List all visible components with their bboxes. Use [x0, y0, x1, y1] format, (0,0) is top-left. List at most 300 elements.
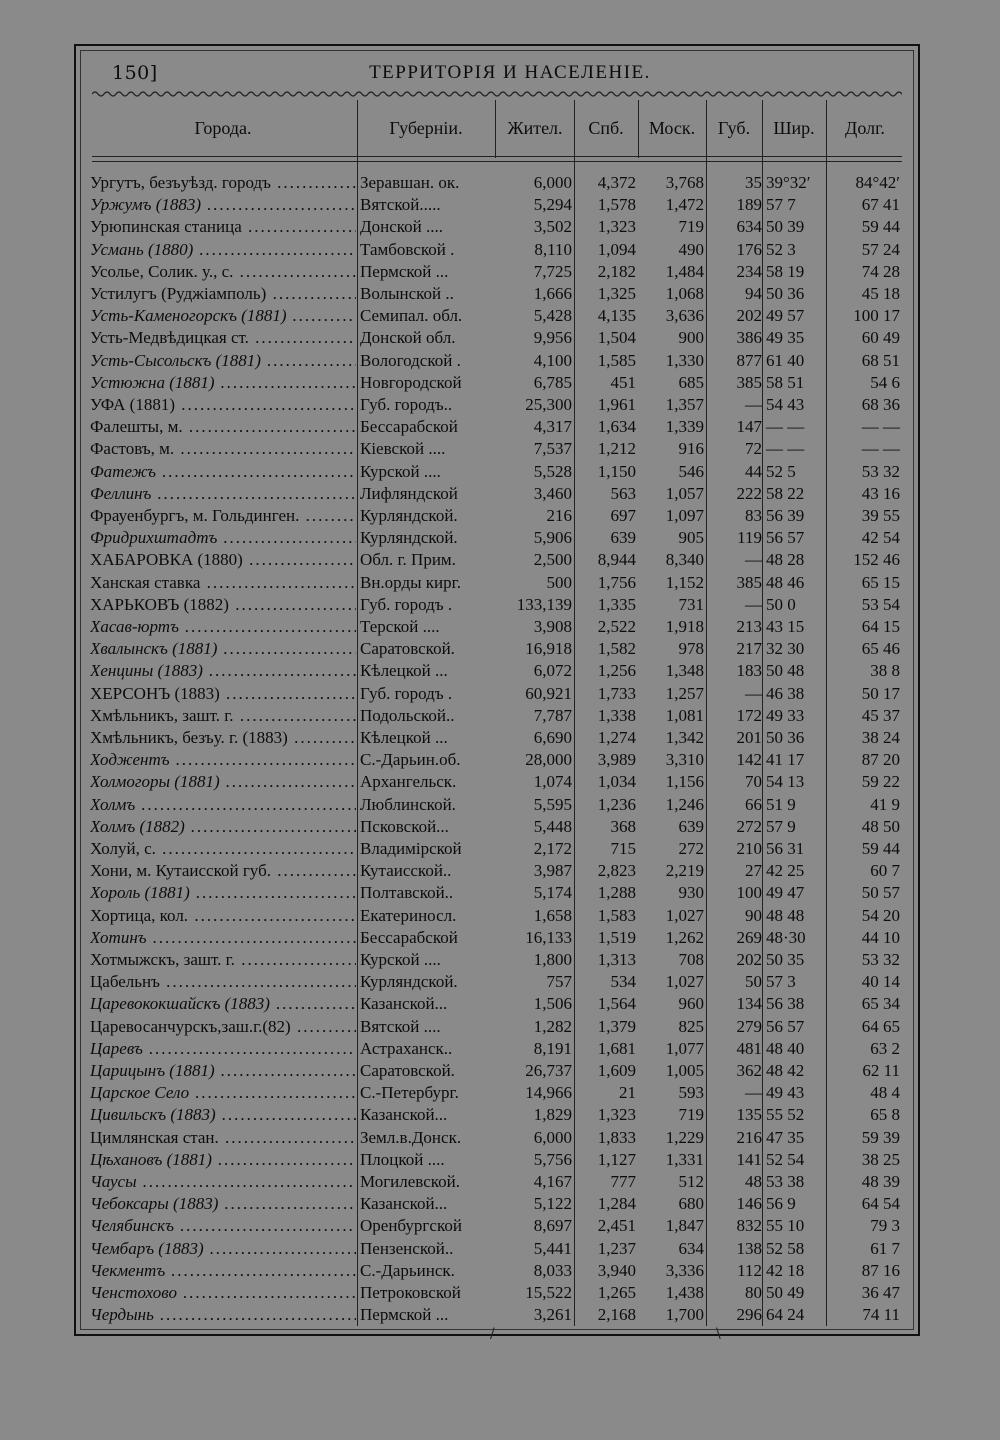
- cell-gubernia: С.-Дарьинск.: [360, 1260, 455, 1280]
- cell-longitude: 54 6: [870, 372, 900, 392]
- cell-gub: 134: [736, 994, 762, 1014]
- cell-city: Царское Село .....: [90, 1082, 356, 1104]
- cell-gub: 222: [736, 483, 762, 503]
- cell-longitude: 45 18: [861, 284, 900, 303]
- table-row: [0, 572, 1000, 594]
- cell-population: 5,441: [533, 1238, 572, 1258]
- table-row: [0, 527, 1000, 549]
- cell-gubernia: Кіевской ....: [360, 439, 446, 459]
- decorative-wave-rule: [92, 88, 902, 100]
- cell-latitude: 56 31: [766, 839, 805, 858]
- cell-gubernia: Терской ....: [360, 617, 440, 636]
- table-row: [0, 993, 1000, 1015]
- cell-longitude: — —: [861, 417, 900, 437]
- cell-latitude: 56 57: [766, 1016, 805, 1036]
- cell-moscow: 1,847: [665, 1216, 704, 1236]
- cell-moscow: 719: [678, 217, 704, 237]
- cell-population: 5,122: [533, 1194, 572, 1214]
- cell-gubernia: Саратовской.: [360, 639, 455, 659]
- cell-population: 9,956: [533, 328, 572, 348]
- cell-gub: 832: [736, 1216, 762, 1236]
- cell-latitude: 57 7: [766, 195, 796, 215]
- cell-city: Чекментъ .....: [90, 1260, 356, 1282]
- cell-spb: 2,522: [597, 617, 636, 636]
- cell-latitude: 52 58: [766, 1238, 805, 1258]
- cell-moscow: 1,156: [665, 772, 704, 792]
- cell-longitude: 64 65: [861, 1016, 900, 1036]
- cell-gubernia: Тамбовской .: [360, 239, 455, 259]
- cell-spb: 3,940: [597, 1260, 636, 1280]
- cell-longitude: 48 50: [861, 816, 900, 836]
- cell-latitude: 49 33: [766, 705, 805, 725]
- cell-moscow: 1,027: [665, 972, 704, 992]
- table-row: [0, 1304, 1000, 1326]
- table-row: [0, 350, 1000, 372]
- cell-gub: 119: [737, 528, 762, 548]
- cell-city: Царицынъ (1881) .....: [90, 1060, 356, 1082]
- cell-population: 14,966: [525, 1083, 572, 1103]
- cell-gub: 100: [736, 883, 762, 903]
- cell-gubernia: Пермской ...: [360, 1305, 449, 1325]
- cell-city: Царевосанчурскъ,заш.г.(82) .....: [90, 1016, 356, 1038]
- cell-city: Ходжентъ .....: [90, 749, 356, 771]
- table-row: [0, 483, 1000, 505]
- table-row: [0, 1149, 1000, 1171]
- cell-gubernia: Новгородской: [360, 372, 462, 392]
- cell-spb: 697: [610, 506, 636, 525]
- cell-latitude: — —: [766, 439, 805, 459]
- cell-spb: 1,313: [597, 950, 636, 969]
- cell-spb: 451: [610, 372, 636, 392]
- cell-gubernia: Кѣлецкой ...: [360, 728, 448, 747]
- cell-longitude: 74 11: [862, 1305, 900, 1325]
- cell-spb: 1,034: [597, 772, 636, 792]
- cell-city: Чебоксары (1883) .....: [90, 1193, 356, 1215]
- cell-city: Челябинскъ .....: [90, 1215, 356, 1237]
- table-row: [0, 971, 1000, 993]
- cell-latitude: 48·30: [766, 927, 806, 947]
- cell-longitude: 62 11: [862, 1061, 900, 1080]
- cell-gubernia: Губ. городъ .: [360, 683, 453, 703]
- cell-longitude: 53 54: [861, 594, 900, 614]
- cell-population: 5,906: [533, 528, 572, 548]
- table-row: [0, 1193, 1000, 1215]
- cell-spb: 1,236: [597, 794, 636, 814]
- cell-moscow: 1,152: [665, 572, 704, 592]
- cell-population: 5,428: [533, 306, 572, 326]
- cell-gubernia: С.-Дарьин.об.: [360, 750, 461, 770]
- cell-population: 28,000: [525, 750, 572, 770]
- cell-population: 8,110: [534, 239, 572, 259]
- cell-population: 1,800: [533, 950, 572, 969]
- cell-city: Усть-Каменогорскъ (1881) .....: [90, 305, 356, 327]
- cell-moscow: 1,257: [665, 683, 704, 703]
- cell-population: 25,300: [525, 395, 572, 414]
- cell-latitude: 64 24: [766, 1305, 805, 1325]
- cell-gubernia: Екатериносл.: [360, 905, 457, 925]
- header-spb: Спб.: [588, 118, 624, 138]
- table-row: [0, 771, 1000, 793]
- table-row: [0, 1082, 1000, 1104]
- cell-gubernia: Курляндской.: [360, 506, 458, 525]
- cell-longitude: 65 46: [861, 639, 900, 659]
- cell-longitude: 53 32: [861, 461, 900, 481]
- cell-gub: 234: [736, 261, 762, 281]
- cell-city: Фатежъ .....: [90, 461, 356, 483]
- table-row: [0, 1127, 1000, 1149]
- cell-moscow: 3,336: [665, 1260, 704, 1280]
- cell-spb: 1,564: [597, 994, 636, 1014]
- cell-moscow: 1,027: [665, 905, 704, 925]
- cell-gubernia: Губ. городъ..: [360, 395, 453, 414]
- cell-population: 5,448: [533, 816, 572, 836]
- cell-city: Чаусы .....: [90, 1171, 356, 1193]
- table-row: [0, 683, 1000, 705]
- cell-city: Усть-Сысольскъ (1881) .....: [90, 350, 356, 372]
- table-row: [0, 1038, 1000, 1060]
- cell-spb: 1,582: [597, 639, 636, 659]
- cell-gub: 138: [736, 1238, 762, 1258]
- cell-spb: 4,135: [597, 306, 636, 326]
- cell-gub: 176: [736, 239, 762, 259]
- header-moscow: Моск.: [648, 118, 696, 138]
- cell-latitude: 50 49: [766, 1283, 805, 1302]
- cell-gubernia: Плоцкой ....: [360, 1149, 445, 1169]
- cell-longitude: 36 47: [861, 1283, 900, 1302]
- cell-gub: 183: [736, 661, 762, 681]
- cell-population: 16,133: [525, 927, 572, 947]
- cell-longitude: 87 16: [861, 1260, 900, 1280]
- cell-spb: 1,504: [597, 328, 636, 348]
- header-rule-top: [92, 156, 902, 157]
- cell-longitude: 59 39: [861, 1127, 900, 1147]
- cell-spb: 1,323: [597, 217, 636, 237]
- cell-city: Хвалынскъ (1881) .....: [90, 638, 356, 660]
- cell-spb: 1,127: [597, 1149, 636, 1169]
- cell-longitude: 152 46: [853, 550, 900, 570]
- print-mark: \: [716, 1326, 721, 1342]
- cell-longitude: 41 9: [870, 794, 900, 814]
- cell-population: 2,172: [533, 839, 572, 858]
- table-row: [0, 239, 1000, 261]
- cell-gub: 385: [736, 572, 762, 592]
- cell-longitude: 38 24: [861, 728, 900, 747]
- table-row: [0, 327, 1000, 349]
- column-divider: [495, 100, 496, 158]
- cell-moscow: 1,348: [665, 661, 704, 681]
- table-row: [0, 461, 1000, 483]
- cell-latitude: 48 46: [766, 572, 805, 592]
- cell-gub: 279: [736, 1016, 762, 1036]
- cell-population: 15,522: [525, 1283, 572, 1302]
- cell-spb: 1,681: [597, 1038, 636, 1058]
- cell-gub: —: [745, 683, 762, 703]
- cell-city: Царевококшайскъ (1883) .....: [90, 993, 356, 1015]
- cell-gub: 210: [736, 839, 762, 858]
- cell-longitude: 48 4: [870, 1083, 900, 1103]
- cell-gubernia: Лифляндской: [360, 483, 458, 503]
- table-row: [0, 1260, 1000, 1282]
- cell-longitude: 44 10: [861, 927, 900, 947]
- cell-gubernia: Курской ....: [360, 461, 441, 481]
- cell-moscow: 1,068: [665, 284, 704, 303]
- cell-latitude: 57 9: [766, 816, 796, 836]
- table-row: [0, 705, 1000, 727]
- header-population: Жител.: [507, 118, 563, 138]
- cell-moscow: 1,700: [665, 1305, 704, 1325]
- cell-longitude: 68 36: [861, 395, 900, 414]
- cell-population: 1,074: [533, 772, 572, 792]
- cell-city: Цимлянская стан. .....: [90, 1127, 356, 1149]
- cell-gub: 146: [736, 1194, 762, 1214]
- cell-gub: 72: [745, 439, 762, 459]
- cell-moscow: 1,331: [665, 1149, 704, 1169]
- table-row: [0, 660, 1000, 682]
- cell-gub: 112: [737, 1260, 762, 1280]
- cell-moscow: 1,484: [665, 261, 704, 281]
- cell-city: Фастовъ, м. .....: [90, 438, 356, 460]
- cell-gubernia: Петроковской: [360, 1283, 461, 1302]
- cell-city: Холмъ .....: [90, 794, 356, 816]
- cell-longitude: 40 14: [861, 972, 900, 992]
- cell-moscow: 708: [678, 950, 704, 969]
- cell-gub: 201: [736, 728, 762, 747]
- cell-spb: 1,833: [597, 1127, 636, 1147]
- cell-longitude: 43 16: [861, 483, 900, 503]
- cell-moscow: 1,097: [665, 506, 704, 525]
- cell-longitude: 74 28: [861, 261, 900, 281]
- cell-longitude: 60 7: [870, 861, 900, 881]
- cell-latitude: 56 9: [766, 1194, 796, 1214]
- cell-population: 6,072: [533, 661, 572, 681]
- cell-gub: 94: [745, 284, 762, 303]
- cell-population: 1,666: [533, 284, 572, 303]
- cell-gub: 386: [736, 328, 762, 348]
- cell-longitude: 65 34: [861, 994, 900, 1014]
- cell-latitude: 48 40: [766, 1038, 805, 1058]
- cell-gubernia: Вологодской .: [360, 350, 461, 370]
- table-row: [0, 1060, 1000, 1082]
- cell-moscow: 916: [678, 439, 704, 459]
- cell-longitude: 38 8: [870, 661, 900, 681]
- cell-city: Царевъ .....: [90, 1038, 356, 1060]
- cell-moscow: 1,342: [665, 728, 704, 747]
- table-row: [0, 860, 1000, 882]
- cell-spb: 563: [610, 483, 636, 503]
- cell-moscow: 1,229: [665, 1127, 704, 1147]
- cell-spb: 1,288: [597, 883, 636, 903]
- cell-moscow: 680: [678, 1194, 704, 1214]
- table-row: [0, 1238, 1000, 1260]
- cell-city: Фалешты, м. .....: [90, 416, 356, 438]
- cell-city: Чердынь .....: [90, 1304, 356, 1326]
- table-row: [0, 394, 1000, 416]
- cell-longitude: 79 3: [870, 1216, 900, 1236]
- cell-longitude: 59 22: [861, 772, 900, 792]
- cell-gubernia: Курляндской.: [360, 528, 458, 548]
- cell-moscow: 1,339: [665, 417, 704, 437]
- cell-city: Уржумъ (1883) .....: [90, 194, 356, 216]
- cell-population: 5,294: [533, 195, 572, 215]
- cell-gub: 142: [736, 750, 762, 770]
- table-row: [0, 905, 1000, 927]
- cell-latitude: 42 25: [766, 861, 805, 881]
- header-city: Города.: [194, 118, 252, 138]
- cell-latitude: 46 38: [766, 683, 805, 703]
- table-row: [0, 816, 1000, 838]
- cell-spb: 1,212: [597, 439, 636, 459]
- cell-gubernia: Могилевской.: [360, 1172, 461, 1191]
- cell-gubernia: Донской ....: [360, 217, 443, 237]
- cell-gubernia: Казанской...: [360, 1194, 448, 1214]
- cell-population: 6,785: [533, 372, 572, 392]
- cell-gub: 135: [736, 1105, 762, 1125]
- cell-city: Хенцины (1883) .....: [90, 660, 356, 682]
- cell-spb: 1,284: [597, 1194, 636, 1214]
- table-row: [0, 749, 1000, 771]
- cell-spb: 1,150: [597, 461, 636, 481]
- cell-spb: 1,335: [597, 594, 636, 614]
- cell-population: 1,658: [533, 905, 572, 925]
- cell-city: Усолье, Солик. у., с. .....: [90, 261, 356, 283]
- cell-gub: 634: [736, 217, 762, 237]
- header-gubernia: Губерніи.: [389, 118, 463, 138]
- cell-population: 1,282: [533, 1016, 572, 1036]
- cell-spb: 1,583: [597, 905, 636, 925]
- cell-latitude: 52 54: [766, 1149, 805, 1169]
- header-rule-bottom: [92, 161, 902, 162]
- cell-latitude: 57 3: [766, 972, 796, 992]
- cell-population: 757: [546, 972, 572, 992]
- cell-gub: 48: [745, 1172, 762, 1191]
- cell-moscow: 905: [678, 528, 704, 548]
- cell-spb: 1,756: [597, 572, 636, 592]
- header-latitude: Шир.: [773, 118, 815, 138]
- cell-gubernia: Вятской ....: [360, 1016, 441, 1036]
- cell-city: Устюжна (1881) .....: [90, 372, 356, 394]
- cell-population: 3,460: [533, 483, 572, 503]
- cell-gub: 70: [745, 772, 762, 792]
- cell-latitude: 54 43: [766, 395, 805, 414]
- cell-gub: 216: [736, 1127, 762, 1147]
- cell-latitude: 52 5: [766, 461, 796, 481]
- cell-city: Холуй, с. .....: [90, 838, 356, 860]
- cell-population: 1,829: [533, 1105, 572, 1125]
- cell-gubernia: Псковской...: [360, 816, 449, 836]
- cell-spb: 1,578: [597, 195, 636, 215]
- cell-population: 133,139: [516, 594, 572, 614]
- cell-gubernia: Бессарабской: [360, 927, 458, 947]
- cell-latitude: 48 48: [766, 905, 805, 925]
- cell-spb: 1,379: [597, 1016, 636, 1036]
- cell-gubernia: Обл. г. Прим.: [360, 550, 456, 570]
- cell-spb: 1,338: [597, 705, 636, 725]
- cell-moscow: 719: [678, 1105, 704, 1125]
- cell-moscow: 512: [678, 1172, 704, 1191]
- cell-gub: 217: [736, 639, 762, 659]
- cell-gubernia: Подольской..: [360, 705, 455, 725]
- cell-gub: 213: [736, 617, 762, 636]
- cell-gubernia: Земл.в.Донск.: [360, 1127, 462, 1147]
- cell-moscow: 1,081: [665, 705, 704, 725]
- cell-city: Хасав-юртъ .....: [90, 616, 356, 638]
- cell-gubernia: Вятской.....: [360, 195, 441, 215]
- cell-latitude: 48 42: [766, 1061, 805, 1080]
- cell-gub: —: [745, 594, 762, 614]
- cell-latitude: 61 40: [766, 350, 805, 370]
- cell-moscow: 900: [678, 328, 704, 348]
- cell-latitude: 53 38: [766, 1172, 805, 1191]
- cell-gub: 202: [736, 950, 762, 969]
- cell-latitude: 50 0: [766, 594, 796, 614]
- column-divider: [638, 100, 639, 158]
- cell-latitude: 51 9: [766, 794, 796, 814]
- cell-longitude: 42 54: [861, 528, 900, 548]
- table-row: [0, 172, 1000, 194]
- cell-moscow: 3,636: [665, 306, 704, 326]
- cell-latitude: 58 22: [766, 483, 805, 503]
- cell-latitude: 56 57: [766, 528, 805, 548]
- cell-moscow: 1,438: [665, 1283, 704, 1302]
- cell-spb: 2,823: [597, 861, 636, 881]
- cell-longitude: 67 41: [861, 195, 900, 215]
- cell-moscow: 272: [678, 839, 704, 858]
- cell-latitude: 58 51: [766, 372, 805, 392]
- cell-city: Холмъ (1882) .....: [90, 816, 356, 838]
- cell-gub: 27: [745, 861, 762, 881]
- cell-population: 16,918: [525, 639, 572, 659]
- cell-spb: 1,265: [597, 1283, 636, 1302]
- table-row: [0, 838, 1000, 860]
- cell-latitude: 49 57: [766, 306, 805, 326]
- cell-longitude: — —: [861, 439, 900, 459]
- cell-spb: 21: [619, 1083, 636, 1103]
- cell-spb: 1,094: [597, 239, 636, 259]
- cell-gubernia: Архангельск.: [360, 772, 457, 792]
- cell-latitude: 49 47: [766, 883, 805, 903]
- cell-longitude: 64 54: [861, 1194, 900, 1214]
- table-row: [0, 216, 1000, 238]
- cell-population: 5,756: [533, 1149, 572, 1169]
- cell-moscow: 3,310: [665, 750, 704, 770]
- cell-spb: 2,168: [597, 1305, 636, 1325]
- cell-gubernia: Курляндской.: [360, 972, 458, 992]
- cell-longitude: 65 15: [861, 572, 900, 592]
- cell-latitude: 41 17: [766, 750, 805, 770]
- cell-gubernia: Саратовской.: [360, 1061, 455, 1080]
- cell-population: 7,537: [533, 439, 572, 459]
- cell-gubernia: Донской обл.: [360, 328, 456, 348]
- cell-gubernia: Бессарабской: [360, 417, 458, 437]
- cell-spb: 1,585: [597, 350, 636, 370]
- cell-city: Устилугъ (Руджіамполь) .....: [90, 283, 356, 305]
- cell-population: 500: [546, 572, 572, 592]
- cell-gub: 362: [736, 1061, 762, 1080]
- cell-city: Ургутъ, безъуѣзд. городъ .....: [90, 172, 356, 194]
- cell-population: 4,100: [533, 350, 572, 370]
- cell-gubernia: Люблинской.: [360, 794, 456, 814]
- cell-gub: 83: [745, 506, 762, 525]
- table-row: [0, 1215, 1000, 1237]
- cell-population: 4,167: [533, 1172, 572, 1191]
- cell-population: 7,725: [533, 261, 572, 281]
- cell-latitude: 54 13: [766, 772, 805, 792]
- cell-gub: 269: [736, 927, 762, 947]
- cell-longitude: 59 44: [861, 839, 900, 858]
- table-row: [0, 794, 1000, 816]
- cell-city: ХАРЬКОВЪ (1882) .....: [90, 594, 356, 616]
- cell-gub: 35: [745, 173, 762, 192]
